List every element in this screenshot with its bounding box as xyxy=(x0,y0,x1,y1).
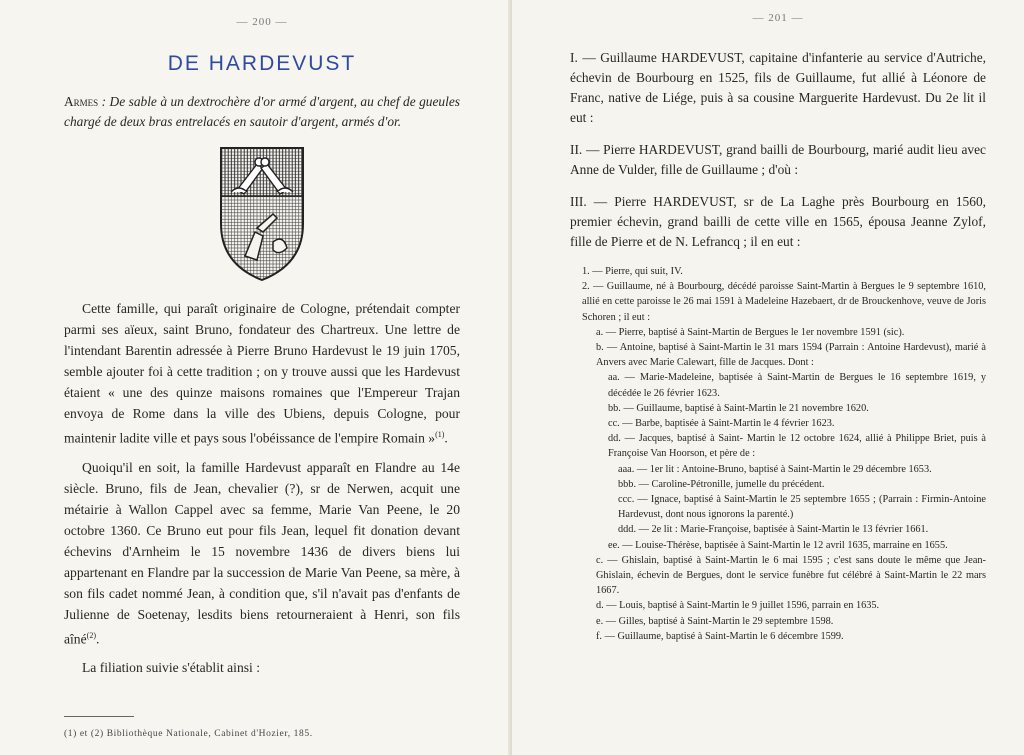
generation-entry: II. — Pierre HARDEVUST, grand bailli de Bourbourg, marié audit lieu avec Anne de Vulder, fille de Guillaume ; d'où : xyxy=(570,142,986,177)
list-item: d. — Louis, baptisé à Saint-Martin le 9 juillet 1596, parrain en 1635. xyxy=(596,600,880,612)
list-item: f. — Guillaume, baptisé à Saint-Martin le 6 décembre 1599. xyxy=(596,630,844,642)
list-item: a. — Pierre, baptisé à Saint-Martin de Bergues le 1er novembre 1591 (sic). xyxy=(596,326,905,338)
list-item: ee. — Louise-Thérèse, baptisée à Saint-Martin le 12 avril 1635, marraine en 1655. xyxy=(608,539,948,551)
list-item: ddd. — 2e lit : Marie-Françoise, baptisée à Saint-Martin le 13 février 1661. xyxy=(618,524,929,536)
page-number-right: — 201 — xyxy=(752,12,804,24)
list-item: bb. — Guillaume, baptisé à Saint-Martin le 21 novembre 1620. xyxy=(608,402,869,414)
list-item: 2. — Guillaume, né à Bourbourg, décédé paroisse Saint-Martin à Bergues le 9 septembre 1610, allié en cette paroisse le 26 mai 1591 à Madeleine Hazebaert, dr de Brouckenhove, veuve de Joris Schoren ; il eut : xyxy=(582,281,986,323)
armes-label: Armes xyxy=(64,94,99,109)
list-item: e. — Gilles, baptisé à Saint-Martin le 29 septembre 1598. xyxy=(596,615,834,627)
list-item: bbb. — Caroline-Pétronille, jumelle du précédent. xyxy=(618,478,825,490)
armes-blazon xyxy=(64,92,460,132)
list-item: aa. — Marie-Madeleine, baptisée à Saint-Martin de Bergues le 16 septembre 1619, y décédée le 26 février 1623. xyxy=(608,372,986,399)
list-item: c. — Ghislain, baptisé à Saint-Martin le 6 mai 1595 ; c'est sans doute le même que Jean-Ghislain, échevin de Bergues, dont le service funèbre fut célébré à Saint-Martin le 22 mars 1667. xyxy=(596,554,986,597)
page-number-left: — 200 — xyxy=(236,16,288,28)
filiation-paragraph: La filiation suivie s'établit ainsi : xyxy=(82,660,260,676)
list-item: 1. — Pierre, qui suit, IV. xyxy=(582,266,683,277)
coat-of-arms-shield-icon xyxy=(217,144,307,284)
generation-entry: I. — Guillaume HARDEVUST, capitaine d'infanterie au service d'Autriche, échevin de Bourbourg en 1525, fils de Guillaume, fut allié à Léonore de Franc, native de Liége, puis à sa cousine Marguerite Hardevust. Du 2e lit il eut : xyxy=(570,50,986,125)
list-item: aaa. — 1er lit : Antoine-Bruno, baptisé à Saint-Martin le 29 décembre 1653. xyxy=(618,463,932,475)
intro-paragraph: Cette famille, qui paraît originaire de Cologne, prétendait compter parmi ses aïeux, saint Bruno, fondateur des Chartreux. Une lettre de l'intendant Barentin adressée à Pierre Bruno Hardevust le 19 juin 1705, semble ajouter foi à cette tradition ; on y trouve aussi que les Hardevust étaient « une des quinze maisons romaines que l'Empereur Trajan envoya de Rome dans la ville des Ubiens, depuis Cologne, pour maintenir ladite ville et pays sous l'obéissance de l'empire Romain »$^{(1)}$. xyxy=(64,301,460,446)
list-item: dd. — Jacques, baptisé à Saint- Martin le 12 octobre 1624, allié à Philippe Briet, puis à Françoise Van Hoorson, et père de : xyxy=(608,433,986,460)
page-title: DE HARDEVUST xyxy=(167,52,357,75)
footnote-divider xyxy=(64,716,134,717)
armes-text: : De sable à un dextrochère d'or armé d'argent, au chef de gueules chargé de deux bras entrelacés en sautoir d'argent, armés d'or. xyxy=(64,94,460,129)
children-list xyxy=(570,264,986,644)
history-paragraph: Quoiqu'il en soit, la famille Hardevust apparaît en Flandre au 14e siècle. Bruno, fils de Jean, chevalier (?), sr de Nerwen, acquit une métairie à Wallon Cappel avec sa femme, Marie Van Peene, le 20 octobre 1360. Ce Bruno eut pour fils Jean, lequel fit donation devant échevins d'Arnheim le 15 novembre 1436 de divers biens lui appartenant en Flandre par la succession de Marie Van Peene, sa mère, à son fils cadet nommé Jean, à condition que, s'il n'avait pas d'enfants de Julienne de Soetenay, lesdits biens retourneraient à Henri, son fils aîné$^{(2)}$. xyxy=(64,459,460,647)
footnote: (1) et (2) Bibliothèque Nationale, Cabinet d'Hozier, 185. xyxy=(64,729,313,740)
generation-entry: III. — Pierre HARDEVUST, sr de La Laghe près Bourbourg en 1560, premier échevin, grand bailli de cette ville en 1565, épousa Jeanne Zylof, fille de Pierre et de N. Lefrancq ; il en eut : xyxy=(570,194,986,249)
list-item: cc. — Barbe, baptisée à Saint-Martin le 4 février 1623. xyxy=(608,418,835,430)
right-page xyxy=(512,0,1024,755)
list-item: ccc. — Ignace, baptisé à Saint-Martin le 25 septembre 1655 ; (Parrain : Firmin-Antoine Hardevust, dont nous ignorons la parenté.) xyxy=(618,494,986,521)
list-item: b. — Antoine, baptisé à Saint-Martin le 31 mars 1594 (Parrain : Antoine Hardevust), marié à Anvers avec Marie Calewart, fille de Jacques. Dont : xyxy=(596,342,986,369)
